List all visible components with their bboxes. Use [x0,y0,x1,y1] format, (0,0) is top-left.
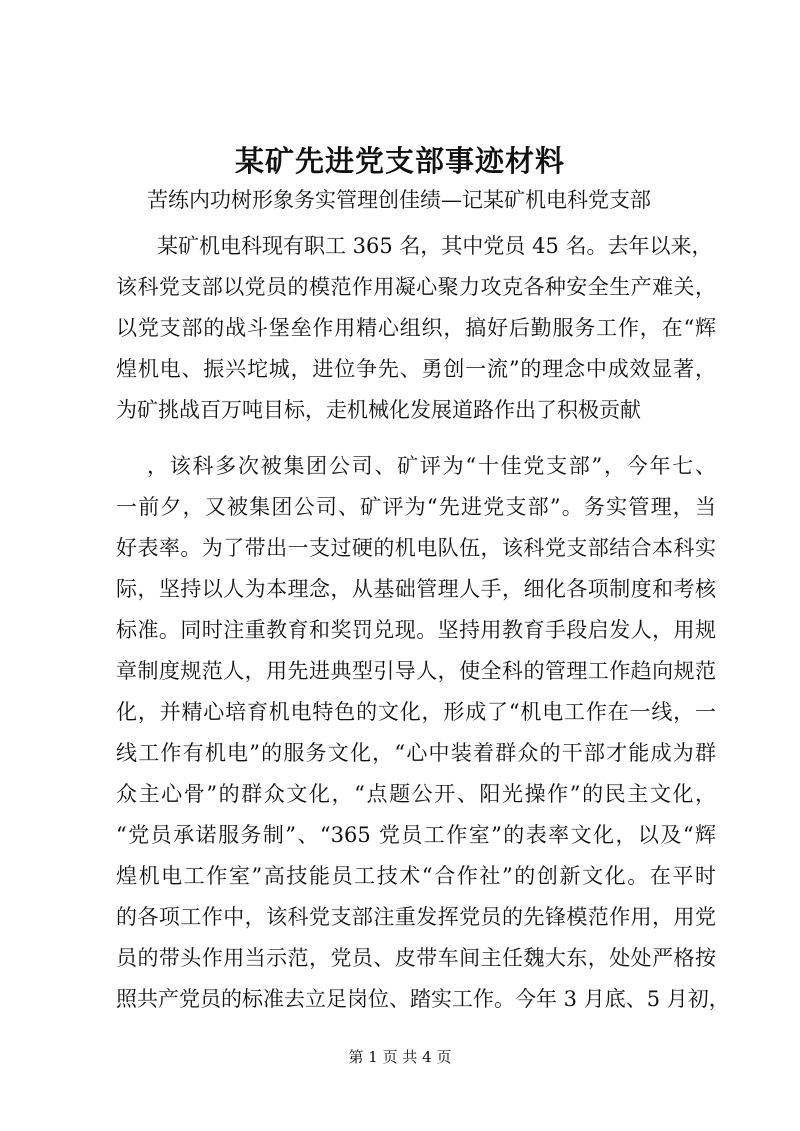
body-line: “党员承诺服务制”、“365 党员工作室”的表率文化，以及“辉 [116,823,716,847]
body-line: 煌机电、振兴坨城，进位争先、勇创一流”的理念中成效显著， [116,357,716,381]
body-line: 线工作有机电”的服务文化，“心中装着群众的干部才能成为群 [116,741,716,765]
body-line: 章制度规范人，用先进典型引导人，使全科的管理工作趋向规范 [116,659,716,683]
body-line: 某矿机电科现有职工 365 名，其中党员 45 名。去年以来， [157,234,713,258]
subtitle-line: 苦练内功树形象务实管理创佳绩—记某矿机电科党支部 [147,188,651,212]
body-line: 煌机电工作室”高技能员工技术“合作社”的创新文化。在平时 [116,864,716,888]
body-line: 众主心骨”的群众文化，“点题公开、阳光操作”的民主文化， [116,782,716,806]
body-line: 一前夕，又被集团公司、矿评为“先进党支部”。务实管理，当 [116,495,716,519]
body-line: 照共产党员的标准去立足岗位、踏实工作。今年 3 月底、5 月初， [116,987,730,1011]
document-title: 某矿先进党支部事迹材料 [234,144,565,178]
body-line: ，该科多次被集团公司、矿评为“十佳党支部”，今年七、 [147,454,716,478]
body-line: 好表率。为了带出一支过硬的机电队伍，该科党支部结合本科实 [116,536,716,560]
body-line: 的各项工作中，该科党支部注重发挥党员的先锋模范作用，用党 [116,905,716,929]
body-line: 员的带头作用当示范，党员、皮带车间主任魏大东，处处严格按 [116,946,716,970]
body-line: 以党支部的战斗堡垒作用精心组织，搞好后勤服务工作，在“辉 [116,316,716,340]
body-line: 为矿挑战百万吨目标，走机械化发展道路作出了积极贡献 [116,398,641,422]
body-line: 标准。同时注重教育和奖罚兑现。坚持用教育手段启发人，用规 [116,618,716,642]
body-line: 际，坚持以人为本理念，从基础管理人手，细化各项制度和考核 [116,577,716,601]
body-line: 该科党支部以党员的模范作用凝心聚力攻克各种安全生产难关， [116,275,716,299]
page-number-footer: 第 1 页 共 4 页 [348,1048,452,1066]
body-line: 化，并精心培育机电特色的文化，形成了“机电工作在一线，一 [116,700,716,724]
